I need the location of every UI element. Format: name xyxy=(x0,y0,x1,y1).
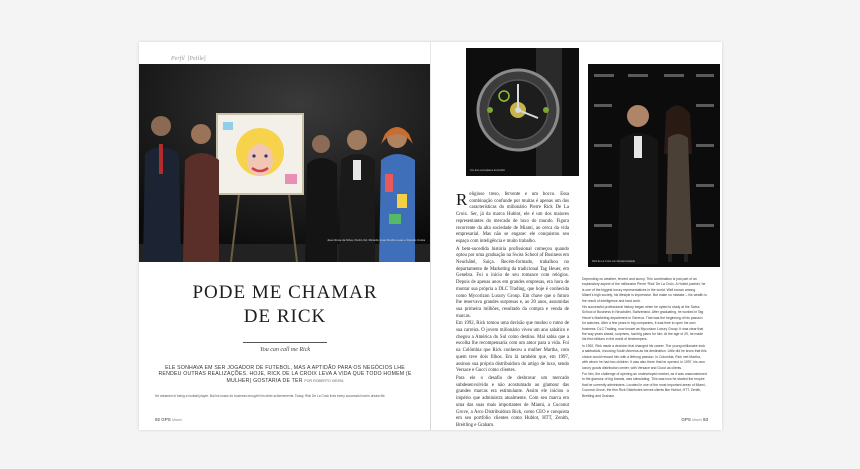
byline: POR ROBERTO VIEIRA xyxy=(304,378,344,383)
article-english xyxy=(582,277,707,400)
event-illustration xyxy=(588,64,720,267)
section-name: Perfil xyxy=(171,56,185,62)
article-paragraph-1 xyxy=(456,192,569,246)
folio-right xyxy=(681,417,708,422)
magazine-edition-right: Miami xyxy=(692,418,702,422)
magazine-spread xyxy=(139,42,722,430)
headline-line-2: DE RICK xyxy=(243,306,327,327)
english-paragraph-2: His successful professional history began when he opted to study at the Swiss School of Business in Neuchâtel, Switzerland. After graduating, he worked in Tag Heuer's Marketing department in Geneva. That was the beginning of his passion for watches. After a few years in big companies, it was time to open his own business: DLC Trading, now known as Mycorizon Luxury Group. It was clear that the way years ahead, surprises, had big plans for him. At the age of 29, he made his first millions in the world of timekeepers. xyxy=(582,305,704,342)
english-paragraph-3: In 1992, Rick made a decision that changed his career. The young millionaire took a sabbatical, choosing South America as his destination. Little did he know that this choice would reward him with a lifelong passion. In Colombia, Rick met Martha, with whom he had two children. It was also there that he opened, in 1997, his own luxury goods distribution center, with Versace and Gucci as clients. xyxy=(582,343,707,370)
article-paragraph-3: Em 1992, Rick tomou uma decisão que mudou o rumo de sua carreira. O jovem milionário viveu um ano sabático e chegou a América do Sul como destino. Mal sabia que a escolha lhe recompensaria com um amor para a vida. Foi na Colômbia que Rick conheceu a mulher Martha, com quem teve dois filhos. Em lá também que, em 1997, assinou sua própria distribuidora do artigo de luxo, sendo Versace e Gucci como clientes. xyxy=(456,321,569,374)
page-number-right: 93 xyxy=(702,417,708,422)
section-tag: [Pefile] xyxy=(187,56,206,62)
event-caption: Rick de La Croix com Roseli Andrade xyxy=(592,260,635,263)
subtitle: You can call me Rick xyxy=(259,347,311,353)
article-paragraph-2: A bem-sucedida história profissional começou quando optou por uma graduação na Swiss School of Business em Neuchâtel, Suíça. Recém-formado, trabalhou no departamento de Marketing da tradicional Tag Heuer, em Genebra. Foi o início de seu romance com relógios. Depois de apenas anos em grandes empresas, era hora de montar sua própria a DLC Trading, que hoje é conhecida como Mycorizon Luxury Group. Em chave que o futuro lhe reservava grandes surpresas e, ao 20 anos, assumidas sua primeira milhões, resultado da compra e venda de marcas. xyxy=(456,246,569,319)
standfirst xyxy=(155,365,415,384)
section-label xyxy=(171,56,206,62)
article-paragraph-1-text: eligioso treso, fervente e um bocco. Essa combinação confunde por muitas é apenas um dos características do milionário Pierre Rick De La Croix. Ser, já da marca Hublot, ele é um dos maiores representantes do mercado de luxo do mundo. Figura recorrente da alta sociedade de Miami, ao cerca da vida empresarial. Mas não se engane: ele conquistou seu espaço com inteligência e muito trabalho. xyxy=(456,192,569,244)
group-photo-caption: Joao Rosa da Silva, Pedro Gil, Ricardo Joao Rocha Leao e Renato Costa xyxy=(326,238,425,242)
article-portuguese xyxy=(456,192,569,431)
watch-photo xyxy=(466,48,579,176)
group-photo xyxy=(139,64,431,262)
watch-illustration xyxy=(466,48,579,176)
right-page xyxy=(431,42,722,430)
article-paragraph-4: Para ele o desafio de desbravar um mercado subdesenvolvido e não acostumado ao glamour das grandes marcas era estimulante. Assim ele iniciou o império que administra atualmente. Com seu marca em uma das suas mais importantes de Miami, a Coconut Grove, a Arco Distribuidora Rick, como CEO e conquista em seu portfolio clientes como Hublot, HTT, Zenith, Breitling e Graham. xyxy=(456,375,569,428)
magazine-name-left: GPS xyxy=(161,417,171,422)
event-photo xyxy=(588,64,720,267)
english-paragraph-1: Depending on weather, fervent and sunny. This combination is just part of an explanatory aspect of the millionaire Pierre 'Rick' De La Croix. A Hublot partner, he is one of the biggest luxury representatives in the world. Well known among Miami's high society, his lifestyle is impressive. But make no mistake – his wealth is the result of intelligence and hard work. xyxy=(582,277,707,303)
english-paragraph-4: For him, the challenge of opening an undeveloped market, as it was unaccustomed to the glamour of big brands, was stimulating. This was how he started the empire that he currently administers. Located in one of the most important areas of Miami, Coconut Grove, the firm Rick Distributes serves clients like Hublot, HTT, Zenith, Breitling and Graham. xyxy=(582,371,707,398)
dropcap: R xyxy=(456,190,468,209)
watch-caption: Um dos exemplares da Hublot xyxy=(470,169,505,172)
magazine-name-right: GPS xyxy=(681,417,691,422)
standfirst-text: ELE SONHAVA EM SER JOGADOR DE FUTEBOL, MAS A APTIDÃO PARA OS NEGÓCIOS LHE RENDEU OUTRAS REALIZAÇÕES. HOJE, RICK DE LA CROIX LEVA A VIDA QUE TODO HOMEM (E MULHER) GOSTARIA DE TER xyxy=(158,365,412,384)
group-photo-illustration xyxy=(139,64,431,262)
left-page xyxy=(139,42,431,430)
magazine-edition-left: Miami xyxy=(172,418,182,422)
folio-left xyxy=(155,417,182,422)
english-standfirst: He dreamed of being a football player. But his knack for business brought him other achievements. Today, Rick De La Croix lives every successful man's dream life xyxy=(155,394,385,398)
headline-line-1: PODE ME CHAMAR xyxy=(192,282,378,303)
page-number-left: 92 xyxy=(155,417,161,422)
headline-divider xyxy=(243,342,327,343)
